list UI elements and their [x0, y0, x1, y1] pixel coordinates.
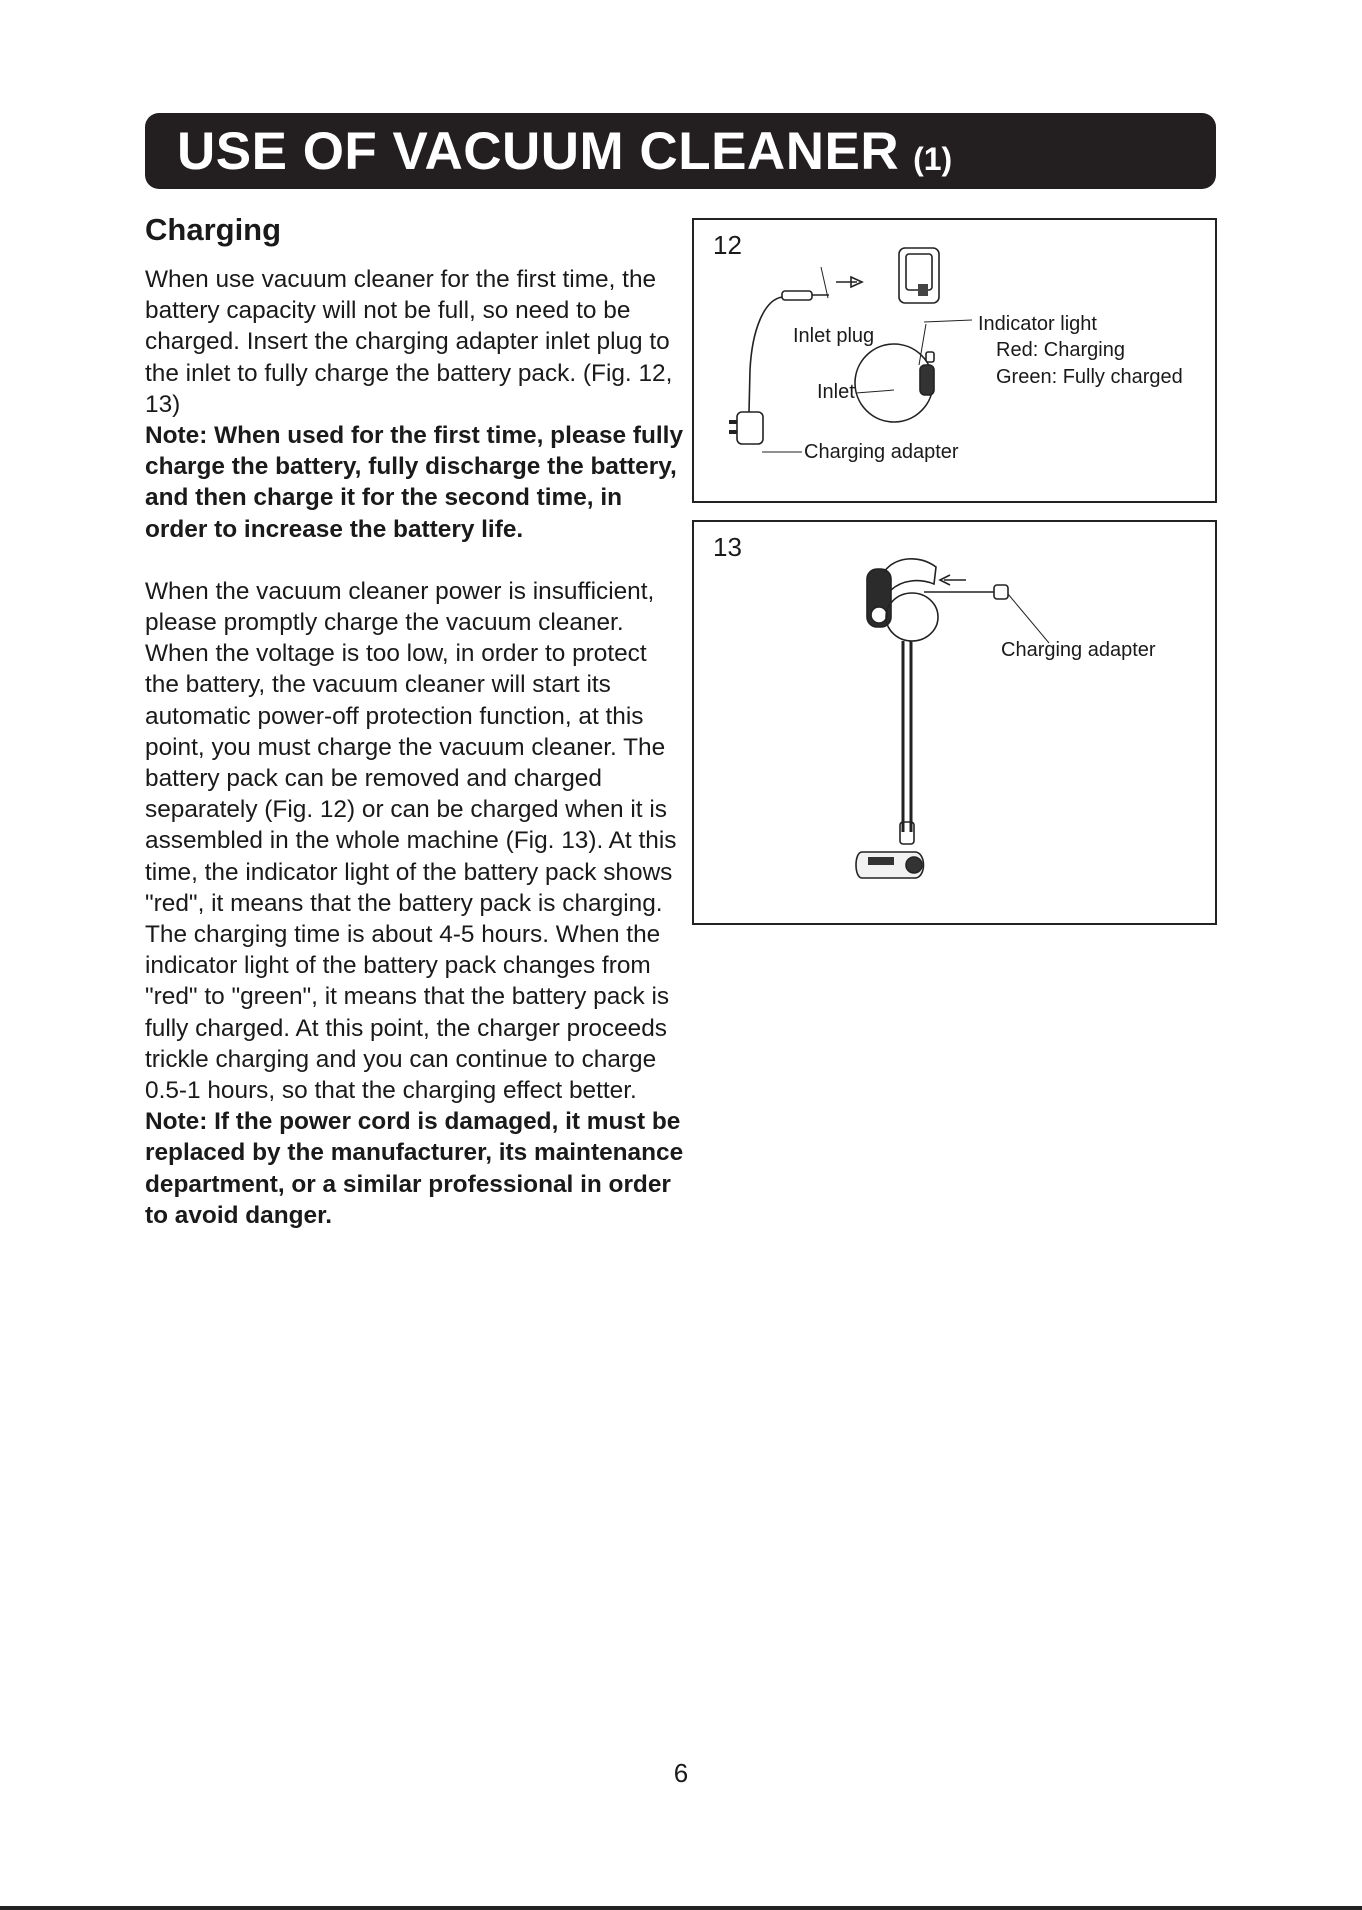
figure-13-illustration — [694, 522, 1219, 927]
paragraph-low-power: When the vacuum cleaner power is insufficient, please promptly charge the vacuum cleaner. When the voltage is too low, in order to protect the battery, the vacuum cleaner will start its automatic power-off protection function, at this point, you must charge the vacuum cleaner. The battery pack can be removed and charged separately (Fig. 12) or can be charged when it is assembled in the whole machine (Fig. 13). At this time, the indicator light of the battery pack shows "red", it means that the battery pack is charging. — [145, 577, 677, 917]
label-inlet-plug: Inlet plug — [793, 325, 875, 347]
label-green-fully-charged: Green: Fully charged — [996, 366, 1183, 388]
charging-cable — [749, 297, 782, 412]
dust-bin-icon — [886, 593, 938, 641]
charging-plug-icon — [994, 585, 1008, 599]
figure-12-number: 12 — [713, 230, 742, 260]
label-charging-adapter: Charging adapter — [804, 441, 959, 463]
page-title-part-number: (1) — [913, 140, 953, 177]
label-red-charging: Red: Charging — [996, 339, 1125, 361]
paragraph-first-use: When use vacuum cleaner for the first time, the battery capacity will not be full, so need to be charged. Insert the charging adapter inlet plug to the inlet to fully charge the battery pack. (Fig. 12, 13) — [145, 266, 673, 418]
label-charging-adapter: Charging adapter — [1001, 639, 1156, 661]
inlet-plug-icon — [782, 291, 812, 300]
note-first-charge: Note: When used for the first time, please fully charge the battery, fully discharge the battery, and then charge it for the second time, in order to increase the battery life. — [145, 422, 684, 543]
paragraph-spacer — [145, 545, 685, 576]
paragraph-charging-time: The charging time is about 4-5 hours. When the indicator light of the battery pack changes from "red" to "green", it means that the battery pack is fully charged. At this point, the charger proceeds trickle charging and you can continue to charge 0.5-1 hours, so that the charging effect better. — [145, 921, 670, 1105]
page-number: 6 — [673, 1758, 689, 1788]
page-title: USE OF VACUUM CLEANER — [177, 121, 900, 181]
text-column — [145, 212, 685, 1231]
figure-12-panel — [692, 218, 1217, 503]
figure-13-number: 13 — [713, 532, 742, 562]
label-indicator-light: Indicator light — [978, 313, 1097, 335]
section-heading: Charging — [145, 212, 282, 247]
note-power-cord: Note: If the power cord is damaged, it must be replaced by the manufacturer, its maintenance department, or a similar professional in order to avoid danger. — [145, 1108, 684, 1229]
label-inlet: Inlet — [817, 381, 855, 403]
page-header-banner — [145, 113, 1216, 189]
figure-13-panel — [692, 520, 1217, 925]
charging-adapter-icon — [737, 412, 763, 444]
page-bottom-rule — [0, 1906, 1362, 1910]
